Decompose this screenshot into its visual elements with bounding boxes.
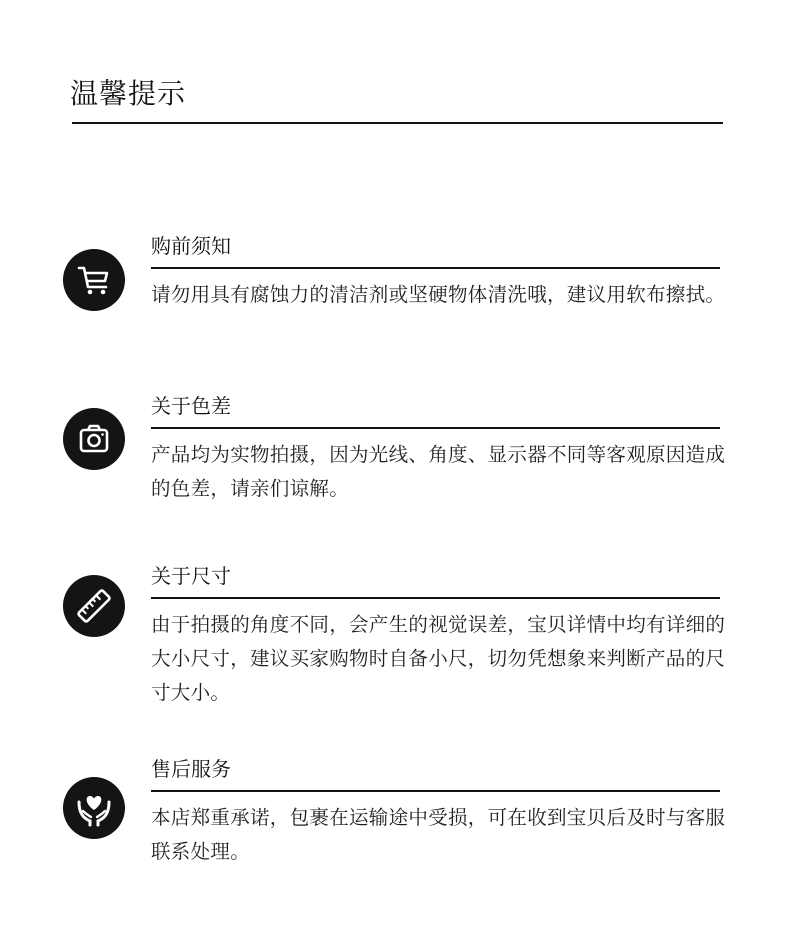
hands-heart-icon: [63, 777, 125, 839]
section-title: 售后服务: [151, 757, 231, 781]
section-text: 由于拍摄的角度不同，会产生的视觉误差，宝贝详情中均有详细的大小尺寸，建议买家购物时自备小尺，切勿凭想象来判断产品的尺寸大小。: [151, 613, 726, 704]
section-text: 产品均为实物拍摄，因为光线、角度、显示器不同等客观原因造成的色差，请亲们谅解。: [151, 443, 726, 500]
ruler-icon: [63, 575, 125, 637]
section-divider: [151, 597, 720, 599]
section-text: 请勿用具有腐蚀力的清洁剂或坚硬物体清洗哦，建议用软布擦拭。: [151, 283, 726, 306]
section-text: 本店郑重承诺，包裹在运输途中受损，可在收到宝贝后及时与客服联系处理。: [151, 806, 726, 863]
section-title: 关于尺寸: [151, 564, 231, 588]
section-divider: [151, 427, 720, 429]
shopping-cart-icon: [63, 249, 125, 311]
page-title: 温馨提示: [70, 77, 187, 110]
section-title: 关于色差: [151, 394, 231, 418]
section-divider: [151, 790, 720, 792]
camera-icon: [63, 408, 125, 470]
section-title: 购前须知: [151, 234, 231, 258]
section-divider: [151, 267, 720, 269]
title-divider: [72, 122, 723, 124]
